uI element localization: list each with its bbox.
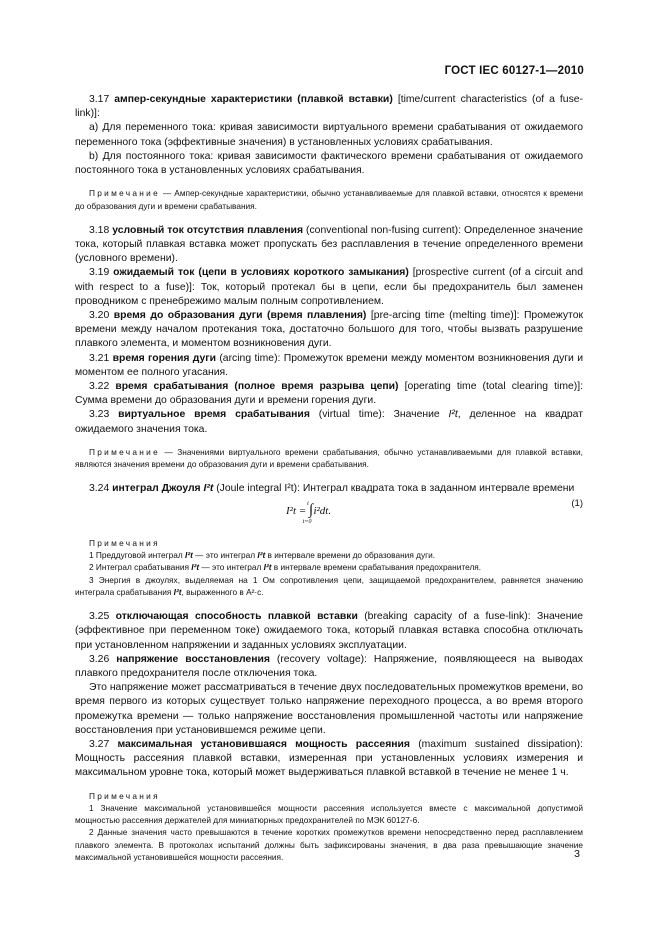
clause-3-27	[75, 738, 583, 781]
clause-number: 3.19	[89, 267, 110, 279]
i2t-symbol: I²t	[173, 586, 182, 597]
formula-number: (1)	[571, 497, 583, 509]
integral-upper-limit: t	[307, 500, 309, 507]
clause-text: (virtual time): Значение	[318, 409, 449, 421]
note-3-24-3: 3 Энергия в джоулях, выделяемая на 1 Ом сопротивления цепи, защищаемой предохранителем, равняется значению интеграла срабатывания I²t, выраженного в A²·с.	[75, 574, 583, 597]
clause-3-17-item-b: b) Для постоянного тока: кривая зависимости фактического времени срабатывания от ожидаемого постоянного тока в установленных условиях срабатывания.	[75, 150, 583, 177]
formula-lhs: I²t =	[286, 504, 307, 517]
formula-expression	[286, 500, 332, 525]
clause-3-19	[75, 266, 583, 309]
term: время горения дуги	[112, 352, 216, 364]
i2t-symbol: I²t	[448, 409, 458, 421]
clause-3-23	[75, 408, 583, 436]
clause-number: 3.24	[89, 483, 110, 495]
note-3-27-1: 1 Значение максимальной установившейся мощности рассеяния используется вместе с максимальной допустимой мощностью рассеяния держателей для миниатюрных предохранителей по МЭК 60127-6.	[75, 802, 583, 826]
term: время до образования дуги (время плавления)	[113, 310, 367, 322]
i2t-symbol: I²t	[203, 483, 214, 495]
clause-text: (breaking capacity of a fuse-link): Значение (эффективное при переменном токе) ожидаемого тока, который плавкая вставка способна отключать при установленном напряжении и заданных условиях эксплуатации.	[75, 611, 584, 651]
clause-number: 3.23	[89, 409, 110, 421]
clause-3-22	[75, 380, 583, 408]
note-3-23	[75, 446, 583, 471]
clause-text: , деленное на квадрат ожидаемого значения тока.	[75, 409, 583, 435]
formula-rhs: i²dt.	[313, 504, 332, 517]
clause-number: 3.21	[89, 352, 110, 364]
clause-3-24	[75, 482, 583, 496]
formula-1	[75, 497, 583, 531]
clause-number: 3.25	[89, 611, 110, 623]
clause-number: 3.20	[89, 310, 110, 322]
clause-3-17-item-a: а) Для переменного тока: кривая зависимости виртуального времени срабатывания от ожидаемого переменного тока (эффективные значения) в установленных условиях срабатывания.	[75, 122, 583, 148]
i2t-symbol: I²t	[191, 562, 200, 573]
clause-3-17	[75, 93, 583, 121]
note-label: Примечание	[89, 188, 161, 199]
page-number: 3	[574, 848, 580, 860]
note-text: — Ампер-секундные характеристики, обычно устанавливаемые для плавкой вставки, относятся к времени до образования дуги и времени срабатывания.	[75, 188, 583, 211]
notes-label: Примечания	[89, 537, 160, 548]
clause-number: 3.17	[89, 94, 110, 105]
note-3-17	[75, 187, 583, 212]
document-body	[75, 93, 583, 863]
term: интеграл Джоуля	[112, 483, 201, 495]
i2t-symbol: I²t	[257, 549, 266, 560]
clause-3-26	[75, 653, 583, 681]
clause-number: 3.27	[89, 738, 110, 750]
clause-3-20	[75, 309, 583, 352]
i2t-symbol: I²t	[185, 549, 193, 560]
term: ампер-секундные характеристики (плавкой вставки)	[114, 94, 393, 105]
clause-text: [time/current characteristics (of a fuse-link)]:	[75, 94, 584, 120]
clause-text: [pre-arcing time (melting time)]: Промежуток времени между началом протекания тока, достаточно большого для того, чтобы вызвать разрушение плавкого элемента, и моментом возникновения дуги.	[75, 310, 584, 350]
integral-sign: ∫	[308, 501, 314, 518]
term: ожидаемый ток (цепи в условиях короткого замыкания)	[113, 267, 409, 279]
clause-text: (arcing time): Промежуток времени между моментом возникновения дуги и моментом ее полного угасания.	[75, 352, 583, 378]
note-3-27-2: 2 Данные значения часто превышаются в течение коротких промежутков времени непосредственно перед расплавлением плавкого элемента. В протоколах испытаний должны быть зафиксированы значения, в два раза превышающие значение максимальной установившейся мощности рассеяния.	[75, 827, 583, 863]
clause-3-26-paragraph: Это напряжение может рассматриваться в течение двух последовательных промежутков времени, во время первого из которых существует только напряжение переходного процесса, а во время второго промежутка времени — только напряжение восстановления промышленной частоты или напряжение восстановления при установившемся режиме цепи.	[75, 682, 583, 736]
clause-number: 3.26	[89, 653, 110, 665]
term: условный ток отсутствия плавления	[112, 224, 304, 236]
note-3-24-2: 2 Интеграл срабатывания I²t — это интеграл I²t в интервале времени срабатывания предохранителя.	[89, 562, 482, 573]
clause-3-25	[75, 610, 583, 653]
note-label: Примечание	[89, 446, 161, 457]
standard-header: ГОСТ IEC 60127-1—2010	[444, 65, 584, 77]
clause-3-21	[75, 352, 583, 380]
clause-text: (maximum sustained dissipation): Мощность рассеяния плавкой вставки, измеренная при установленных условиях измерения и максимальном уровне тока, который может выдерживаться плавкой вставкой в течение не менее 1 ч.	[75, 738, 583, 779]
clause-text: [operating time (total clearing time)]: Сумма времени до образования дуги и времени горения дуги.	[75, 381, 584, 407]
clause-text: (conventional non-fusing current): Определенное значение тока, который плавкая вставка может пропускать без расплавления в течение определенного времени (условного времени).	[75, 224, 583, 265]
term: отключающая способность плавкой вставки	[115, 611, 358, 623]
i2t-symbol: I²t	[263, 562, 272, 573]
term: виртуальное время срабатывания	[118, 409, 310, 421]
clause-text: (Joule integral I²t): Интеграл квадрата тока в заданном интервале времени	[216, 483, 575, 495]
clause-3-18	[75, 224, 583, 267]
clause-text: (recovery voltage): Напряжение, появляющееся на выводах плавкого предохранителя после отключения тока.	[75, 653, 584, 679]
term: время срабатывания (полное время разрыва цепи)	[115, 381, 399, 393]
clause-number: 3.22	[89, 381, 110, 393]
note-text: — Значениями виртуального времени срабатывания, обычно устанавливаемыми для плавкой вставки, являются значения времени до образования дуги и времени срабатывания.	[75, 446, 583, 470]
note-3-24-1: 1 Преддуговой интеграл I²t — это интеграл I²t в интервале времени до образования дуги.	[89, 549, 436, 560]
clause-text: [prospective current (of a circuit and with respect to a fuse)]: Ток, который протекал бы в цепи, если бы предохранитель был заменен проводником с пренебрежимо малым полным сопротивлением.	[75, 267, 583, 307]
term: напряжение восстановления	[116, 653, 270, 665]
notes-label: Примечания	[89, 790, 160, 801]
clause-number: 3.18	[89, 224, 110, 236]
term: максимальная установившаяся мощность рассеяния	[117, 738, 410, 750]
integral-lower-limit: t=0	[302, 518, 312, 525]
